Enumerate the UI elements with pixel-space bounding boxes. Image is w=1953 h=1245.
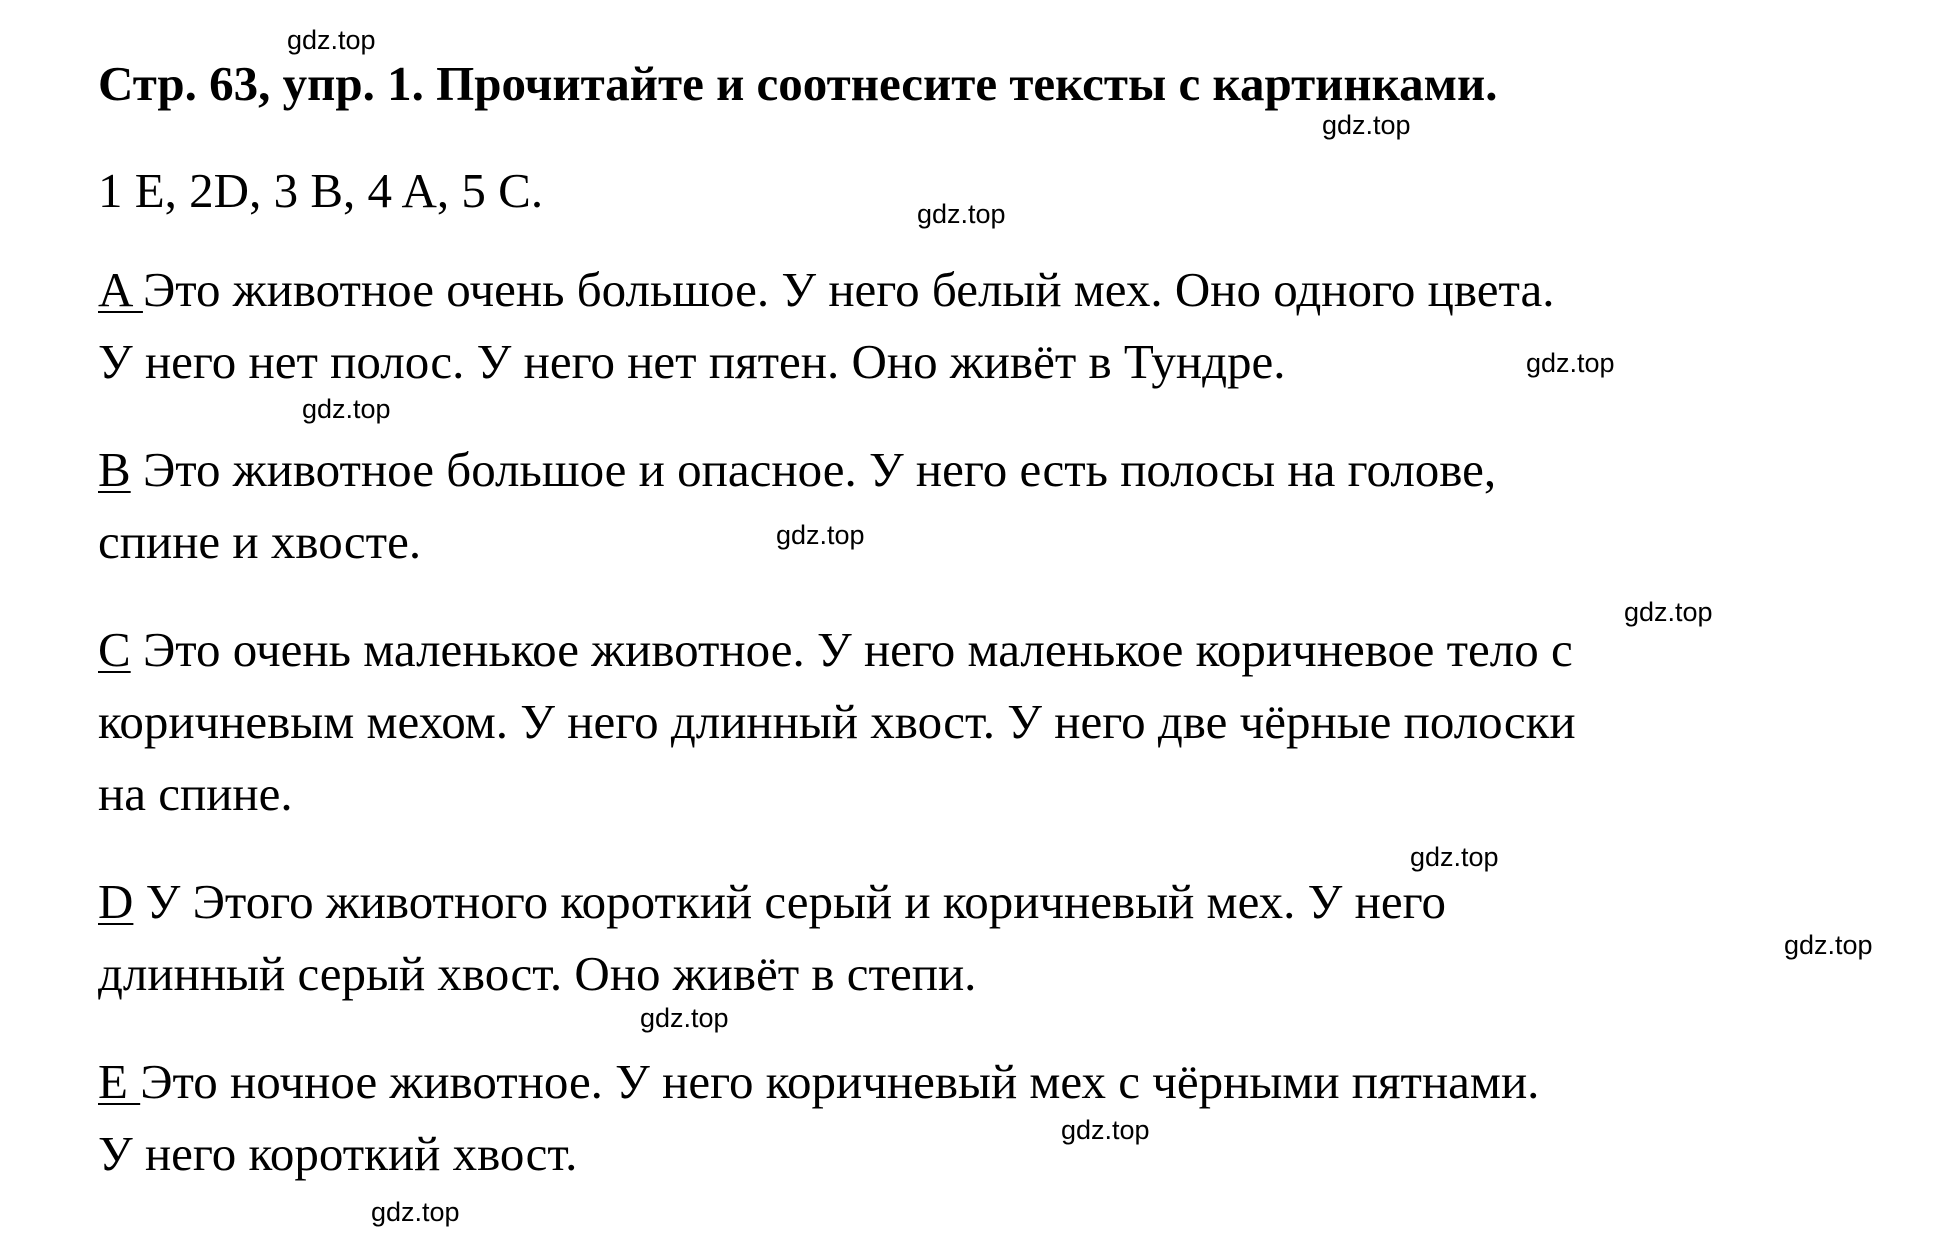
paragraph-b <box>98 434 1496 578</box>
watermark: gdz.top <box>1624 597 1713 627</box>
paragraph-a <box>98 254 1554 398</box>
paragraph-letter: B <box>98 442 131 497</box>
paragraph-line: спине и хвосте. <box>98 514 422 569</box>
paragraph-line: У него нет полос. У него нет пятен. Оно живёт в Тундре. <box>98 334 1286 389</box>
watermark: gdz.top <box>302 394 391 424</box>
paragraph-letter: E <box>98 1054 141 1109</box>
paragraph-line: У него короткий хвост. <box>98 1126 578 1181</box>
paragraph-e <box>98 1046 1539 1190</box>
page-title: Стр. 63, упр. 1. Прочитайте и соотнесите тексты с картинками. <box>98 56 1498 111</box>
paragraph-line <box>98 434 1496 506</box>
paragraph-letter: C <box>98 622 131 677</box>
watermark: gdz.top <box>1322 110 1411 140</box>
watermark: gdz.top <box>1526 348 1615 378</box>
paragraph-c <box>98 614 1576 830</box>
watermark: gdz.top <box>776 520 865 550</box>
paragraph-d <box>98 866 1446 1010</box>
watermark: gdz.top <box>287 25 376 55</box>
paragraph-line: коричневым мехом. У него длинный хвост. У него две чёрные полоски <box>98 694 1576 749</box>
paragraph-line: длинный серый хвост. Оно живёт в степи. <box>98 946 977 1001</box>
paragraph-text: Это очень маленькое животное. У него маленькое коричневое тело с <box>130 622 1573 677</box>
answer-key: 1 E, 2D, 3 B, 4 A, 5 C. <box>98 163 544 218</box>
watermark: gdz.top <box>917 199 1006 229</box>
watermark: gdz.top <box>640 1003 729 1033</box>
paragraph-line: на спине. <box>98 766 293 821</box>
paragraph-letter: D <box>98 874 134 929</box>
paragraph-line <box>98 866 1446 938</box>
watermark: gdz.top <box>1784 930 1873 960</box>
paragraph-text: Это животное очень большое. У него белый мех. Оно одного цвета. <box>142 262 1555 317</box>
paragraph-text: У Этого животного короткий серый и коричневый мех. У него <box>133 874 1446 929</box>
paragraph-line <box>98 614 1576 686</box>
paragraph-letter: A <box>98 262 143 317</box>
watermark: gdz.top <box>1061 1115 1150 1145</box>
paragraph-line <box>98 254 1554 326</box>
watermark: gdz.top <box>371 1197 460 1227</box>
paragraph-line <box>98 1046 1539 1118</box>
paragraph-text: Это ночное животное. У него коричневый мех с чёрными пятнами. <box>140 1054 1540 1109</box>
watermark: gdz.top <box>1410 842 1499 872</box>
paragraph-text: Это животное большое и опасное. У него есть полосы на голове, <box>130 442 1497 497</box>
